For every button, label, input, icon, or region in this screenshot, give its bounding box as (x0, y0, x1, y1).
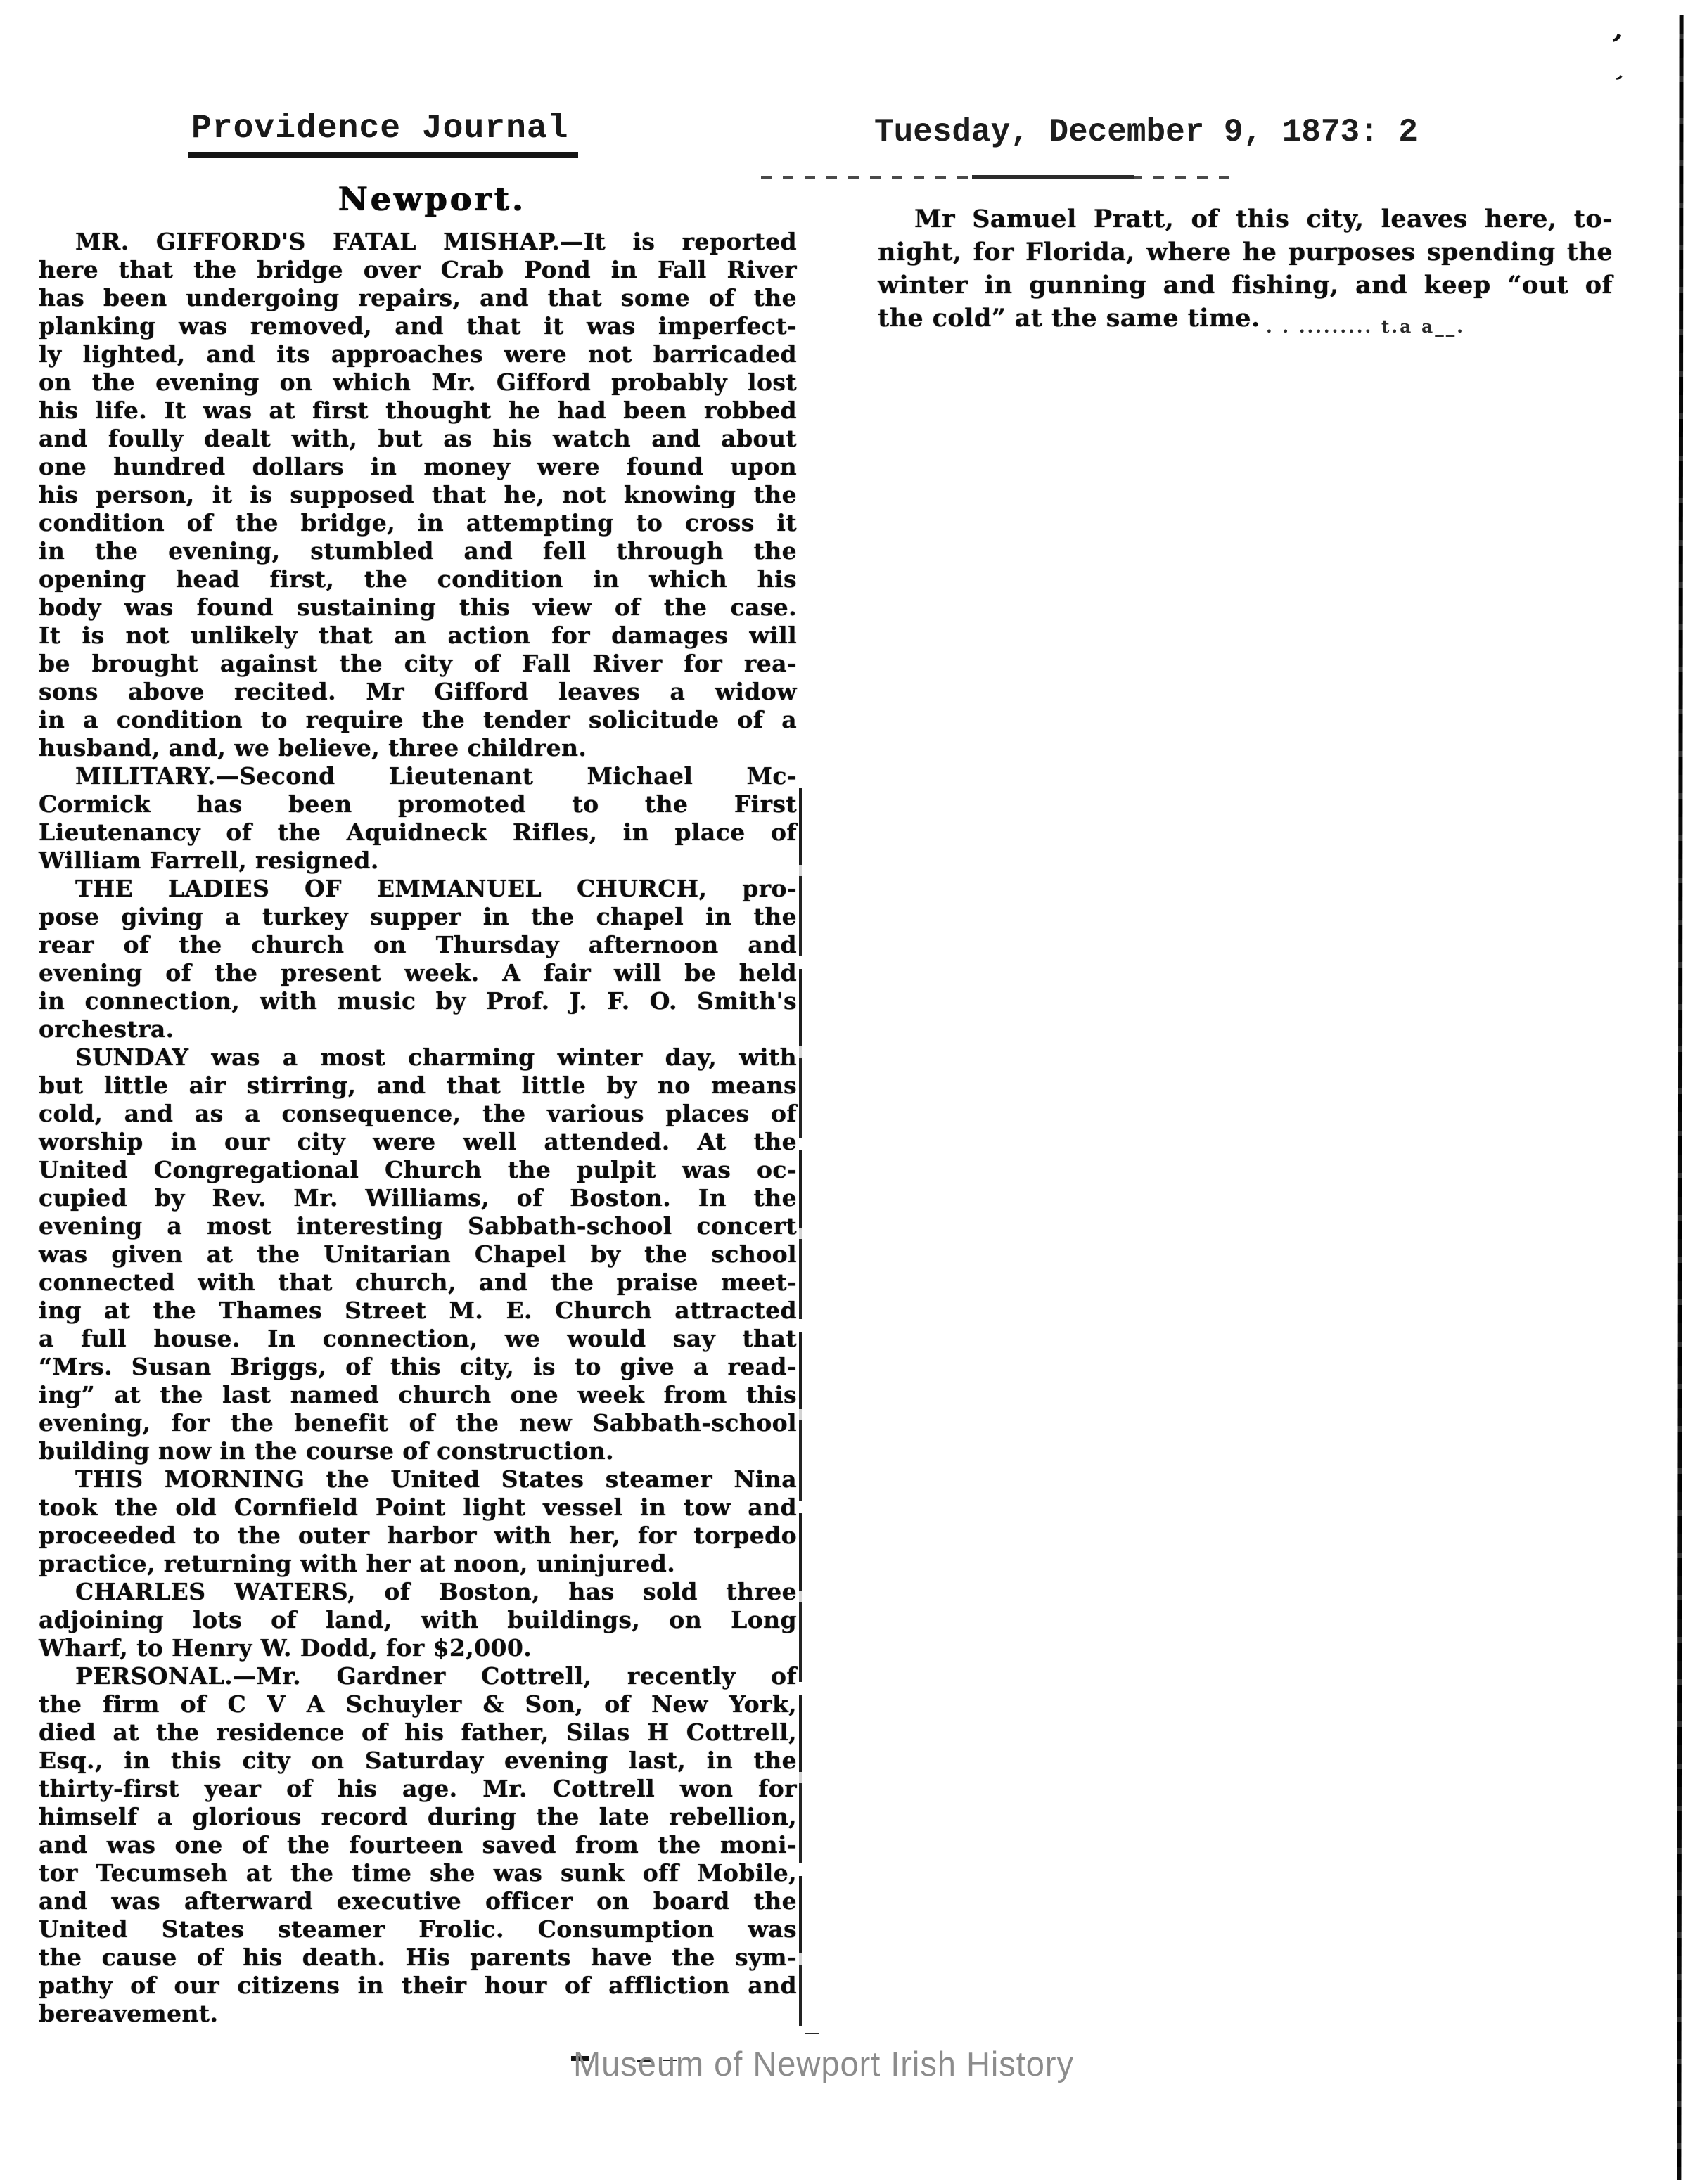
scan-edge-line (1677, 15, 1683, 2180)
text-line: Mr Samuel Pratt, of this city, leaves here, to- (914, 205, 1613, 233)
article-gifford-fatal-mishap (39, 228, 797, 762)
right-column (878, 203, 1613, 335)
text-line: proceeded to the outer harbor with her, for torpedo (39, 1522, 797, 1549)
watermark: Museum of Newport Irish History (573, 2045, 1075, 2083)
text-line: MR. GIFFORD'S FATAL MISHAP.—It is reported (75, 228, 797, 255)
text-line: in a condition to require the tender solicitude of a (39, 706, 797, 733)
left-column (39, 180, 797, 2028)
text-line: and was afterward executive officer on board the (39, 1887, 797, 1915)
text-line: PERSONAL.—Mr. Gardner Cottrell, recently of (75, 1662, 797, 1690)
text-line: was given at the Unitarian Chapel by the school (39, 1240, 797, 1268)
text-line: cold, and as a consequence, the various places of (39, 1100, 797, 1127)
column-divider-rule (799, 788, 802, 2026)
text-line: CHARLES WATERS, of Boston, has sold three (75, 1578, 797, 1605)
scan-ink-artifact: . . ......... t.a a__. (1266, 316, 1465, 337)
text-line: adjoining lots of land, with buildings, on Long (39, 1606, 797, 1633)
text-line: practice, returning with her at noon, uninjured. (39, 1550, 676, 1577)
text-line: sons above recited. Mr Gifford leaves a widow (39, 678, 797, 705)
dashed-separator-rule (761, 175, 1234, 179)
text-line: died at the residence of his father, Silas H Cottrell, (39, 1719, 797, 1746)
text-line: himself a glorious record during the late rebellion, (39, 1803, 797, 1830)
scan-speck: ‚ (1613, 60, 1632, 86)
text-line: in connection, with music by Prof. J. F. O. Smith's (39, 987, 797, 1015)
text-line: night, for Florida, where he purposes spending the (878, 238, 1613, 266)
text-line: opening head first, the condition in which his (39, 565, 797, 593)
text-line: SUNDAY was a most charming winter day, with (75, 1043, 797, 1071)
text-line: ly lighted, and its approaches were not barricaded (39, 340, 797, 368)
text-line: evening of the present week. A fair will be held (39, 959, 797, 987)
text-line: body was found sustaining this view of the case. (39, 593, 797, 621)
text-line: cupied by Rev. Mr. Williams, of Boston. In the (39, 1184, 797, 1212)
text-line: took the old Cornfield Point light vessel in tow and (39, 1494, 797, 1521)
text-line: MILITARY.—Second Lieutenant Michael Mc- (75, 762, 797, 790)
text-line: condition of the bridge, in attempting to cross it (39, 509, 797, 537)
article-personal-gardner-cottrell (39, 1662, 797, 2028)
text-line: building now in the course of construction. (39, 1437, 615, 1465)
section-heading: Newport. (338, 180, 526, 218)
text-line: ing at the Thames Street M. E. Church attracted (39, 1297, 797, 1324)
text-line: rear of the church on Thursday afternoon and (39, 931, 797, 958)
text-line: here that the bridge over Crab Pond in Fall River (39, 256, 797, 283)
article-samuel-pratt-florida (878, 203, 1613, 335)
text-line: Lieutenancy of the Aquidneck Rifles, in place of (39, 818, 797, 846)
left-articles (39, 228, 797, 2028)
text-line: planking was removed, and that it was imperfect- (39, 312, 797, 340)
text-line: the cause of his death. His parents have the sym- (39, 1944, 797, 1971)
text-line: bereavement. (39, 2000, 219, 2027)
text-line: “Mrs. Susan Briggs, of this city, is to give a read- (39, 1353, 797, 1380)
scan-speck: ’ (1604, 27, 1625, 65)
text-line: be brought against the city of Fall River for rea- (39, 650, 797, 677)
text-line: orchestra. (39, 1015, 174, 1043)
text-line: the cold” at the same time. (878, 304, 1260, 333)
article-military-promotion (39, 762, 797, 875)
text-line: tor Tecumseh at the time she was sunk off Mobile, (39, 1859, 797, 1887)
text-line: the firm of C V A Schuyler & Son, of New York, (39, 1690, 797, 1718)
text-line: in the evening, stumbled and fell through the (39, 537, 797, 565)
text-line: one hundred dollars in money were found upon (39, 453, 797, 480)
text-line: Wharf, to Henry W. Dodd, for $2,000. (39, 1634, 532, 1662)
text-line: William Farrell, resigned. (39, 847, 379, 874)
text-line: husband, and, we believe, three children. (39, 734, 587, 762)
text-line: THE LADIES OF EMMANUEL CHURCH, pro- (75, 875, 797, 902)
text-line: It is not unlikely that an action for damages will (39, 622, 797, 649)
article-charles-waters-land-sale (39, 1578, 797, 1662)
article-sunday-winter-day (39, 1043, 797, 1465)
date-line: Tuesday, December 9, 1873: 2 (874, 114, 1418, 150)
text-line: his person, it is supposed that he, not knowing the (39, 481, 797, 508)
article-steamer-nina (39, 1465, 797, 1578)
text-line: but little air stirring, and that little by no means (39, 1072, 797, 1099)
text-line: Cormick has been promoted to the First (39, 790, 797, 818)
text-line: winter in gunning and fishing, and keep “out of (878, 271, 1613, 300)
text-line: worship in our city were well attended. At the (39, 1128, 797, 1155)
text-line: has been undergoing repairs, and that some of the (39, 284, 797, 311)
article-ladies-of-emmanuel-church (39, 875, 797, 1043)
text-line: and foully dealt with, but as his watch and about (39, 425, 797, 452)
text-line: evening, for the benefit of the new Sabbath-school (39, 1409, 797, 1437)
text-line: thirty-first year of his age. Mr. Cottrell won for (39, 1775, 797, 1802)
text-line: Esq., in this city on Saturday evening last, in the (39, 1747, 797, 1774)
text-line: pose giving a turkey supper in the chapel in the (39, 903, 797, 930)
text-line: ing” at the last named church one week from this (39, 1381, 797, 1408)
text-line: THIS MORNING the United States steamer Nina (75, 1465, 797, 1493)
text-line: connected with that church, and the praise meet- (39, 1268, 797, 1296)
text-line: pathy of our citizens in their hour of affliction and (39, 1972, 797, 1999)
text-line: United Congregational Church the pulpit was oc- (39, 1156, 797, 1183)
text-line: his life. It was at first thought he had been robbed (39, 397, 797, 424)
journal-title: Providence Journal (188, 110, 578, 158)
text-line: on the evening on which Mr. Gifford probably lost (39, 368, 797, 396)
text-line: evening a most interesting Sabbath-school concert (39, 1212, 797, 1240)
text-line: United States steamer Frolic. Consumption was (39, 1915, 797, 1943)
text-line: a full house. In connection, we would say that (39, 1325, 797, 1352)
text-line: and was one of the fourteen saved from the moni- (39, 1831, 797, 1858)
right-articles (878, 203, 1613, 335)
